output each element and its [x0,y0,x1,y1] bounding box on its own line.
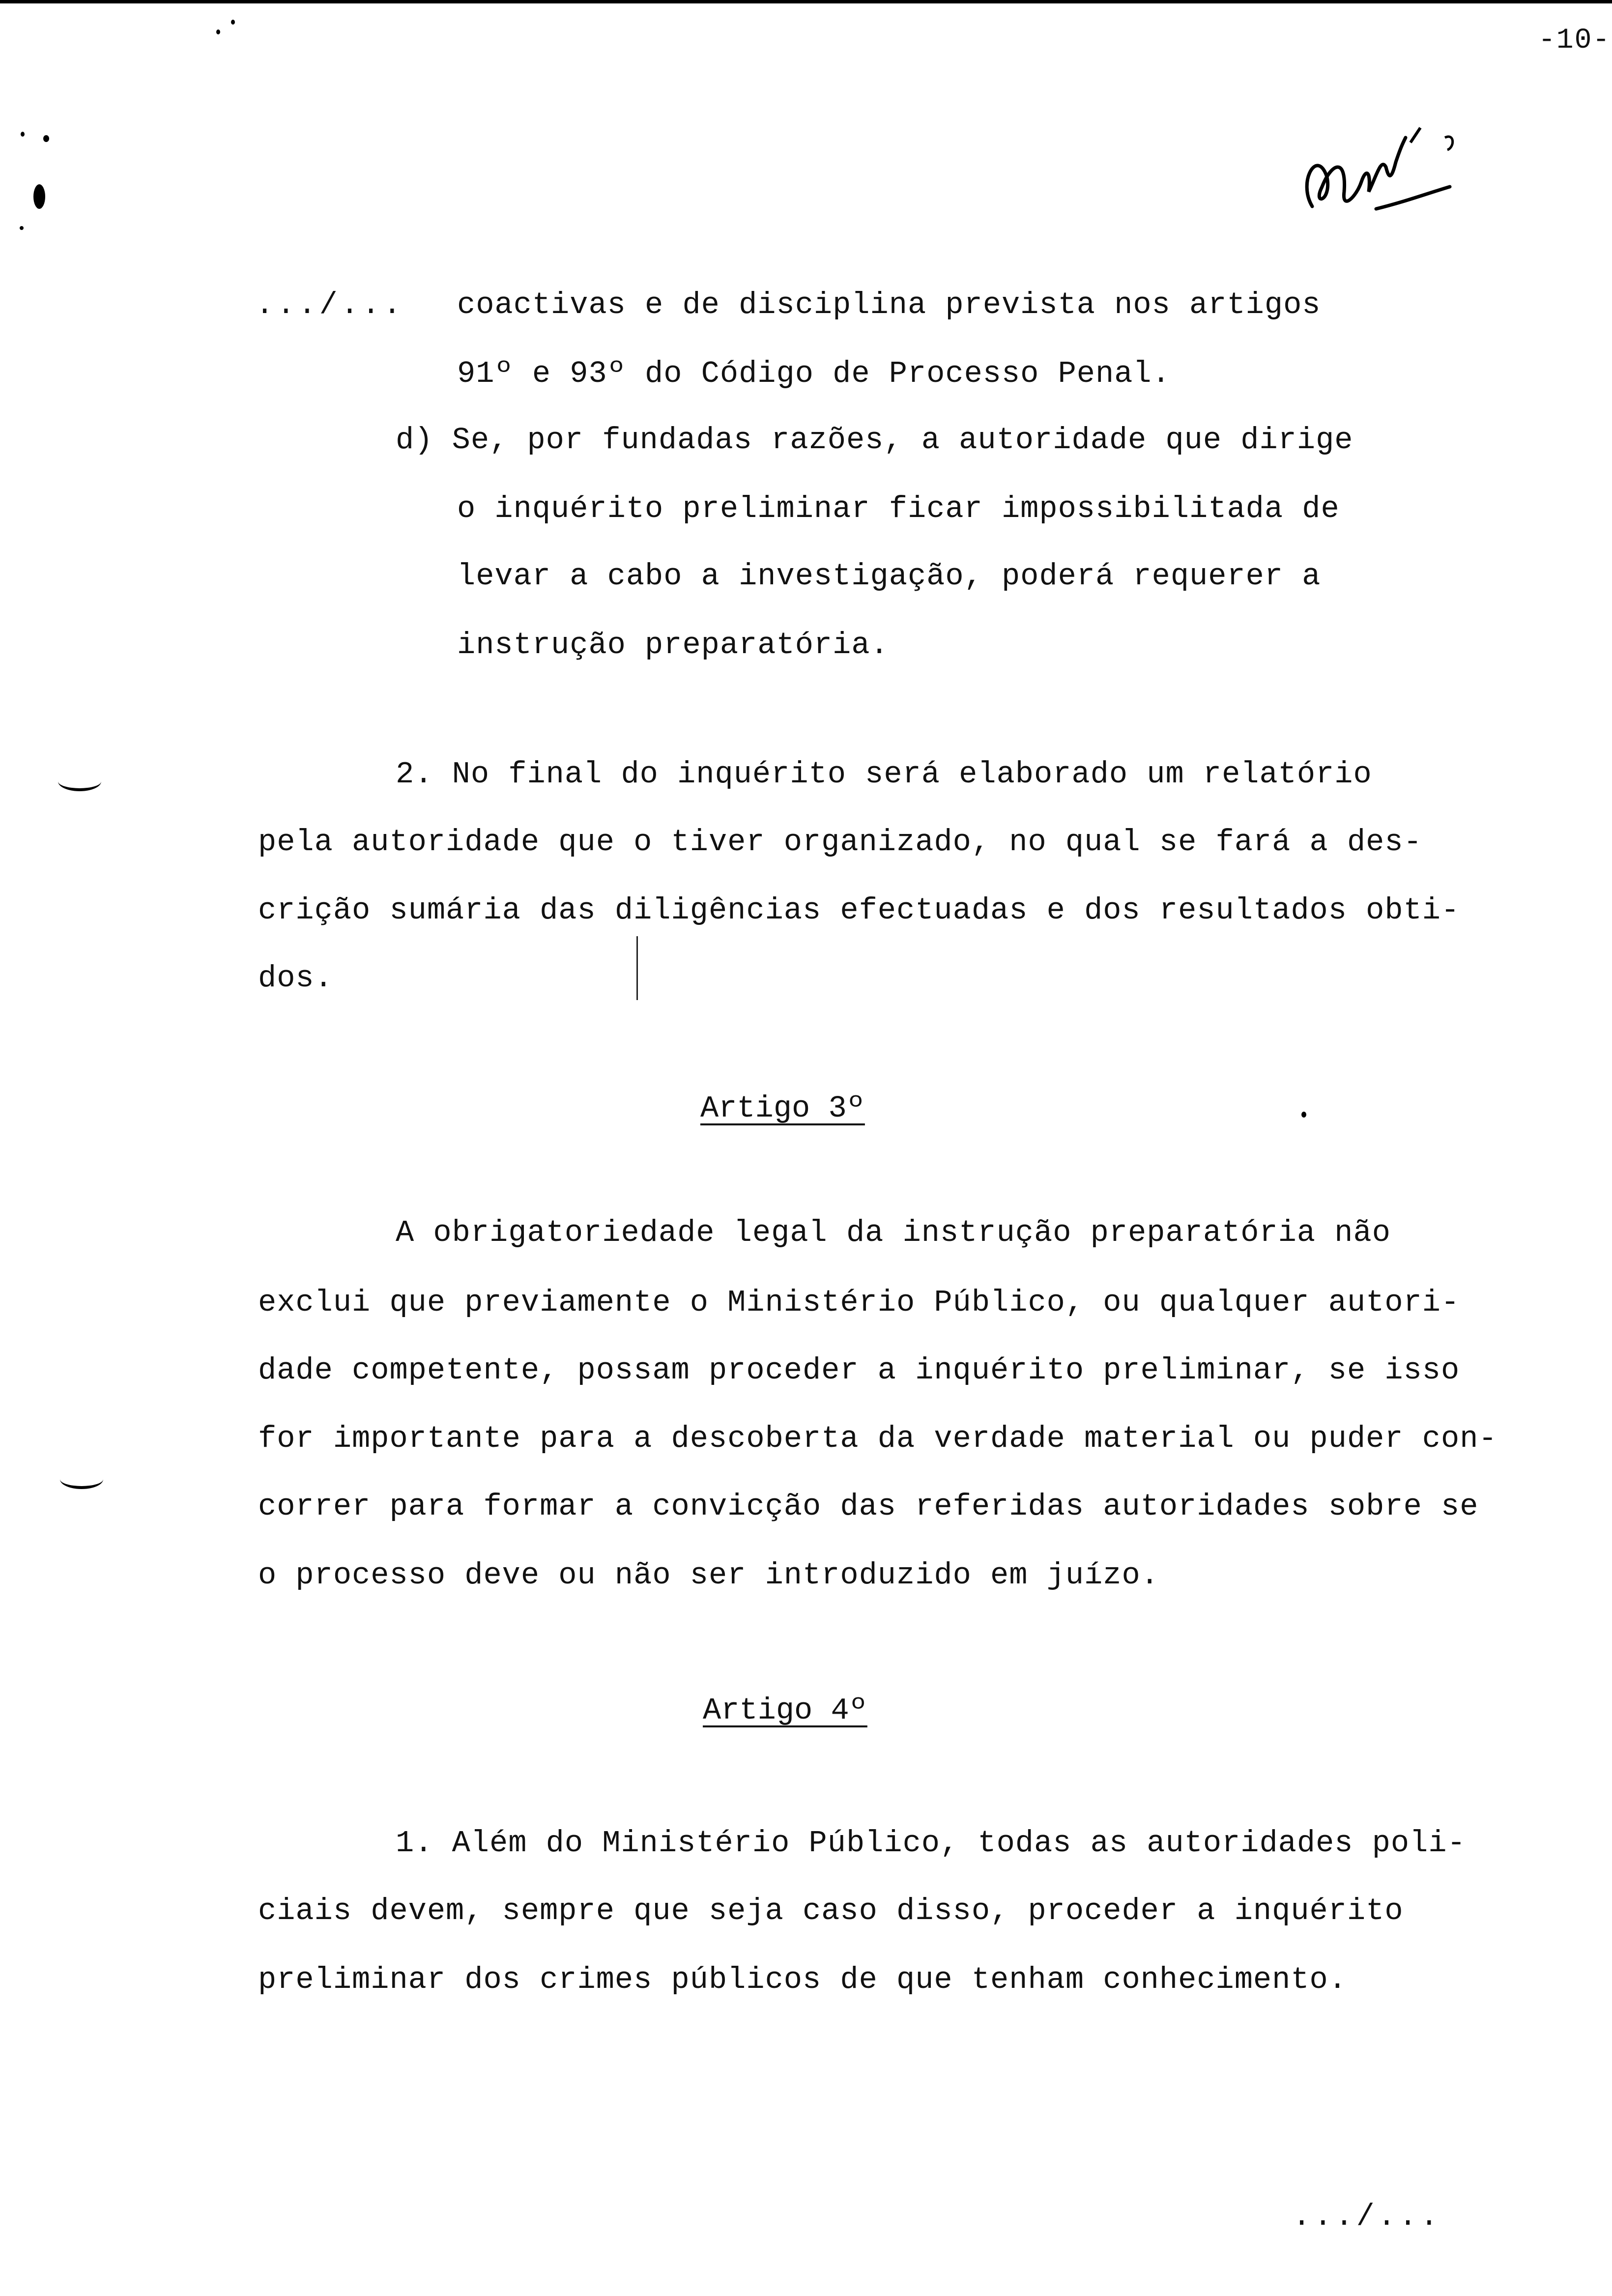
scan-speck [43,135,49,142]
body-line: exclui que previamente o Ministério Público, ou qualquer autori- [258,1285,1460,1320]
body-line: dade competente, possam proceder a inquérito preliminar, se isso [258,1353,1460,1388]
body-line: crição sumária das diligências efectuadas e dos resultados obti- [258,893,1460,928]
body-line: instrução preparatória. [457,628,889,662]
scan-speck [20,226,24,230]
page-number: -10- [1538,25,1611,57]
body-line: 1. Além do Ministério Público, todas as autoridades poli- [396,1826,1466,1861]
scan-speck [21,132,25,137]
continued-to-marker: .../... [1293,2199,1441,2234]
body-line: A obrigatoriedade legal da instrução preparatória não [396,1215,1391,1250]
body-line: o processo deve ou não ser introduzido em juízo. [258,1558,1159,1593]
body-line: coactivas e de disciplina prevista nos artigos [457,287,1321,322]
body-line: 2. No final do inquérito será elaborado um relatório [396,757,1372,792]
scan-speck [231,20,235,25]
body-line: for importante para a descoberta da verdade material ou puder con- [258,1421,1497,1456]
body-line: preliminar dos crimes públicos de que tenham conhecimento. [258,1962,1347,1997]
body-line: pela autoridade que o tiver organizado, no qual se fará a des- [258,825,1422,860]
body-line: correr para formar a convicção das referidas autoridades sobre se [258,1489,1479,1524]
scan-speck [33,184,45,209]
scan-vertical-mark [636,936,638,1000]
scan-top-border [0,0,1612,3]
body-line: d) Se, por fundadas razões, a autoridade que dirige [396,423,1353,458]
article-heading: Artigo 4º [703,1693,867,1728]
scan-speck [1301,1112,1306,1118]
punch-hole-mark [60,1469,103,1489]
handwritten-initials-icon [1297,108,1533,226]
continued-from-marker: .../... [256,287,404,322]
scan-speck [216,29,220,34]
article-heading: Artigo 3º [700,1091,865,1126]
body-line: o inquérito preliminar ficar impossibilitada de [457,491,1340,526]
punch-hole-mark [58,772,101,791]
body-line: 91º e 93º do Código de Processo Penal. [457,356,1171,391]
body-line: levar a cabo a investigação, poderá requerer a [457,559,1321,594]
body-line: ciais devem, sempre que seja caso disso, proceder a inquérito [258,1894,1404,1928]
body-line: dos. [258,961,333,996]
